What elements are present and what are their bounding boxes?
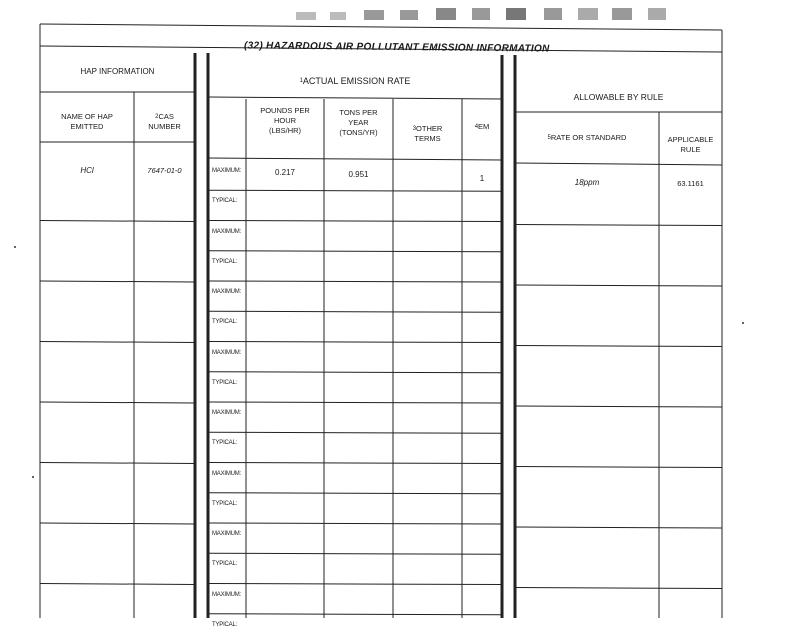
rate-or-standard-label: RATE OR STANDARD <box>550 133 627 142</box>
cas-number-footnote: 2 <box>155 114 159 120</box>
maximum-label: MAXIMUM: <box>212 410 242 416</box>
cas-number-field[interactable]: 7647-01-0 <box>147 166 182 175</box>
scan-speck <box>14 246 16 248</box>
actual-emission-rate-header <box>208 76 502 86</box>
em-header <box>462 122 502 132</box>
cas-number-label: CAS NUMBER <box>148 112 181 131</box>
typical-label: TYPICAL: <box>212 500 238 507</box>
typical-label: TYPICAL: <box>212 198 238 205</box>
maximum-label: MAXIMUM: <box>212 531 242 537</box>
scan-speck <box>32 476 34 478</box>
max-em-field[interactable]: 1 <box>479 174 485 183</box>
hap-name-field[interactable]: HCl <box>80 166 94 175</box>
em-label: EM <box>478 122 490 131</box>
maximum-label: MAXIMUM: <box>212 289 242 295</box>
section-title: (32) HAZARDOUS AIR POLLUTANT EMISSION INFORMATION <box>243 40 550 55</box>
other-terms-footnote: 3 <box>412 126 417 132</box>
em-footnote: 4 <box>474 124 479 130</box>
tons-per-year-header: TONS PER YEAR (TONS/YR) <box>339 108 378 137</box>
typical-label: TYPICAL: <box>212 319 238 326</box>
actual-emission-rate-footnote: 1 <box>299 78 303 84</box>
scan-speck <box>742 322 744 324</box>
maximum-label: MAXIMUM: <box>212 168 242 174</box>
actual-emission-rate-label: ACTUAL EMISSION RATE <box>302 76 411 86</box>
rate-or-standard-header <box>515 133 659 143</box>
typical-label: TYPICAL: <box>212 621 238 628</box>
typical-label: TYPICAL: <box>212 379 238 386</box>
allowable-by-rule-header: ALLOWABLE BY RULE <box>573 92 664 102</box>
rate-or-standard-field[interactable]: 18ppm <box>574 178 600 187</box>
max-tons-yr-field[interactable]: 0.951 <box>348 170 369 179</box>
typical-label: TYPICAL: <box>212 440 238 447</box>
rate-or-standard-footnote: 5 <box>547 135 551 141</box>
maximum-label: MAXIMUM: <box>212 349 242 356</box>
typical-label: TYPICAL: <box>212 258 238 265</box>
name-of-hap-emitted-header: NAME OF HAP EMITTED <box>61 112 113 131</box>
other-terms-header <box>393 124 462 144</box>
max-lbs-hr-field[interactable]: 0.217 <box>274 168 296 177</box>
pounds-per-hour-header: POUNDS PER HOUR (LBS/HR) <box>260 106 310 135</box>
cas-number-header <box>134 112 195 132</box>
typical-label: TYPICAL: <box>212 561 238 568</box>
hap-information-header: HAP INFORMATION <box>80 67 155 76</box>
maximum-label: MAXIMUM: <box>212 470 242 477</box>
applicable-rule-field[interactable]: 63.1161 <box>677 179 704 188</box>
applicable-rule-header: APPLICABLE RULE <box>667 135 714 154</box>
maximum-label: MAXIMUM: <box>212 591 242 598</box>
other-terms-label: OTHER TERMS <box>414 124 443 143</box>
maximum-label: MAXIMUM: <box>212 228 242 235</box>
